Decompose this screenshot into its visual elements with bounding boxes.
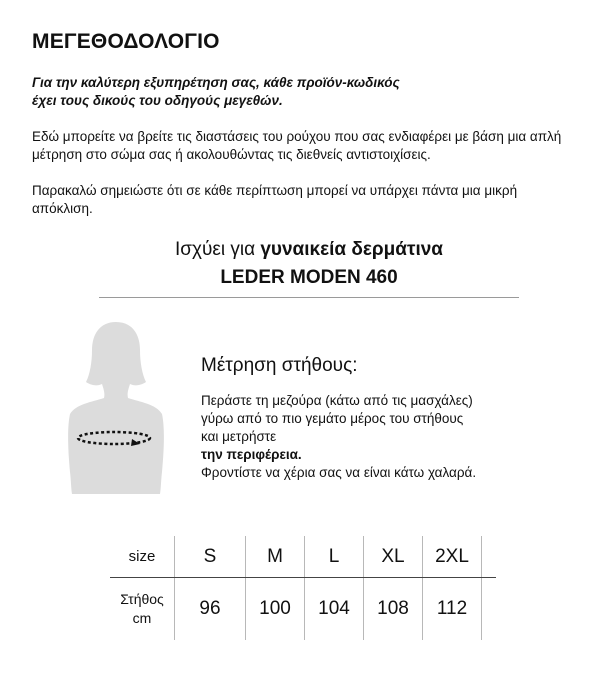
intro-line-1: Για την καλύτερη εξυπηρέτηση σας, κάθε προϊόν-κωδικός xyxy=(32,75,400,90)
size-header-2xl: 2XL xyxy=(423,536,482,578)
chest-value-s: 96 xyxy=(175,578,246,641)
instruction-line-1: Περάστε τη μεζούρα (κάτω από τις μασχάλες) xyxy=(201,393,473,408)
intro-note xyxy=(32,74,572,110)
chest-row xyxy=(110,578,496,641)
instruction-line-2: γύρω από το πιο γεμάτο μέρος του στήθους xyxy=(201,411,464,426)
validity-line xyxy=(0,239,601,261)
chest-value-l: 104 xyxy=(305,578,364,641)
chest-value-xl: 108 xyxy=(364,578,423,641)
size-table xyxy=(110,536,496,640)
size-header-xl: XL xyxy=(364,536,423,578)
chest-row-spacer xyxy=(482,578,497,641)
instruction-line-3-prefix: και μετρήστε xyxy=(201,429,277,444)
info-paragraph-2: Παρακαλώ σημειώστε ότι σε κάθε περίπτωση μπορεί να υπάρχει πάντα μια μικρή απόκλιση. xyxy=(32,183,518,216)
validity-prefix: Ισχύει για xyxy=(175,239,261,260)
size-header-spacer xyxy=(482,536,497,578)
size-header-label: size xyxy=(110,536,175,578)
measurement-instructions xyxy=(201,392,581,482)
silhouette-shape xyxy=(68,322,164,494)
size-header-m: M xyxy=(246,536,305,578)
size-header-s: S xyxy=(175,536,246,578)
validity-emphasis: γυναικεία δερμάτινα xyxy=(260,239,443,260)
instruction-line-3 xyxy=(201,428,581,464)
woman-silhouette-icon xyxy=(62,318,170,494)
instruction-line-3-bold: την περιφέρεια. xyxy=(201,447,302,462)
chest-row-label-unit: cm xyxy=(132,610,152,626)
size-header-l: L xyxy=(305,536,364,578)
chest-row-label-name: Στήθος xyxy=(120,591,164,607)
chest-row-label xyxy=(110,578,175,641)
instruction-line-4: Φροντίστε να χέρια σας να είναι κάτω χαλαρά. xyxy=(201,465,477,480)
measurement-title: Μέτρηση στήθους: xyxy=(201,355,358,376)
product-name: LEDER MODEN 460 xyxy=(220,267,398,288)
intro-line-2: έχει τους δικούς του οδηγούς μεγεθών. xyxy=(32,93,283,108)
size-header-row xyxy=(110,536,496,578)
page-title: ΜΕΓΕΘΟΔΟΛΟΓΙΟ xyxy=(32,30,220,53)
chest-value-m: 100 xyxy=(246,578,305,641)
info-paragraph-1: Εδώ μπορείτε να βρείτε τις διαστάσεις του ρούχου που σας ενδιαφέρει με βάση μια απλή μέτρηση στο σώμα σας ή ακολουθώντας τις διεθνείς αντιστοιχίσεις. xyxy=(32,129,562,162)
chest-value-2xl: 112 xyxy=(423,578,482,641)
divider xyxy=(99,297,519,298)
